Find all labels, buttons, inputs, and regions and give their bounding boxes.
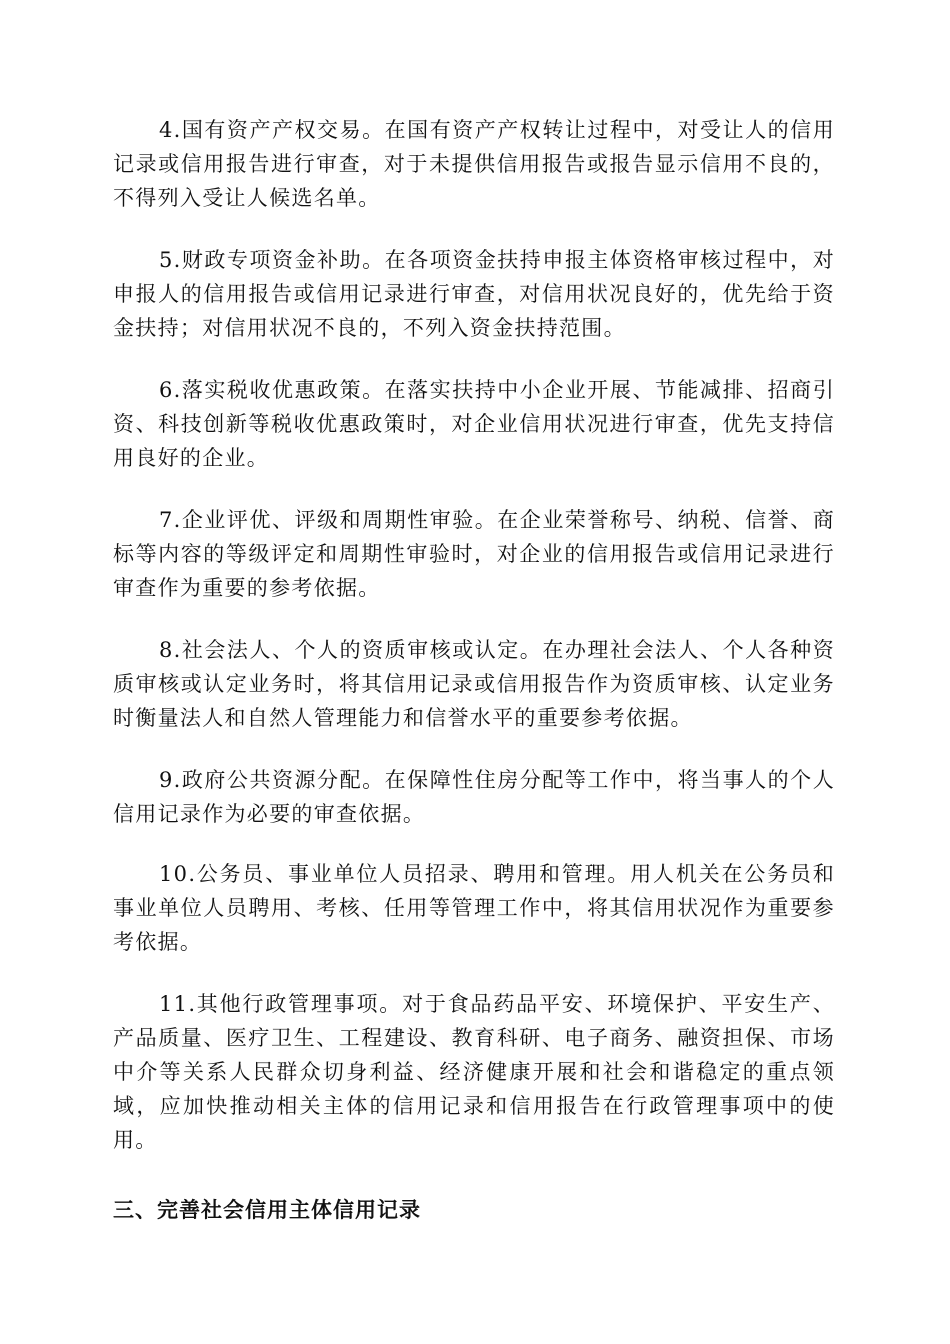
paragraph-6-tax-incentives: 6.落实税收优惠政策。在落实扶持中小企业开展、节能减排、招商引资、科技创新等税收优惠政策时，对企业信用状况进行审查，优先支持信用良好的企业。 (113, 378, 835, 470)
paragraph-7-enterprise-evaluation: 7.企业评优、评级和周期性审验。在企业荣誉称号、纳税、信誉、商标等内容的等级评定和周期性审验时，对企业的信用报告或信用记录进行审查作为重要的参考依据。 (113, 508, 835, 600)
section-heading: 三、完善社会信用主体信用记录 (113, 1198, 421, 1222)
paragraph-8-qualification-review: 8.社会法人、个人的资质审核或认定。在办理社会法人、个人各种资质审核或认定业务时，将其信用记录或信用报告作为资质审核、认定业务时衡量法人和自然人管理能力和信誉水平的重要参考依据。 (113, 638, 835, 730)
paragraph-11-other-matters: 11.其他行政管理事项。对于食品药品平安、环境保护、平安生产、产品质量、医疗卫生、工程建设、教育科研、电子商务、融资担保、市场中介等关系人民群众切身利益、经济健康开展和社会和谐稳定的重点领域，应加快推动相关主体的信用记录和信用报告在行政管理事项中的使用。 (113, 992, 835, 1152)
paragraph-9-public-resources: 9.政府公共资源分配。在保障性住房分配等工作中，将当事人的个人信用记录作为必要的审查依据。 (113, 768, 835, 826)
paragraph-5-fiscal-funding: 5.财政专项资金补助。在各项资金扶持申报主体资格审核过程中，对申报人的信用报告或信用记录进行审查，对信用状况良好的，优先给于资金扶持；对信用状况不良的，不列入资金扶持范围。 (113, 248, 835, 340)
paragraph-10-civil-servants: 10.公务员、事业单位人员招录、聘用和管理。用人机关在公务员和事业单位人员聘用、考核、任用等管理工作中，将其信用状况作为重要参考依据。 (113, 862, 835, 954)
paragraph-4-state-asset-transfer: 4.国有资产产权交易。在国有资产产权转让过程中，对受让人的信用记录或信用报告进行审查，对于未提供信用报告或报告显示信用不良的，不得列入受让人候选名单。 (113, 118, 835, 210)
